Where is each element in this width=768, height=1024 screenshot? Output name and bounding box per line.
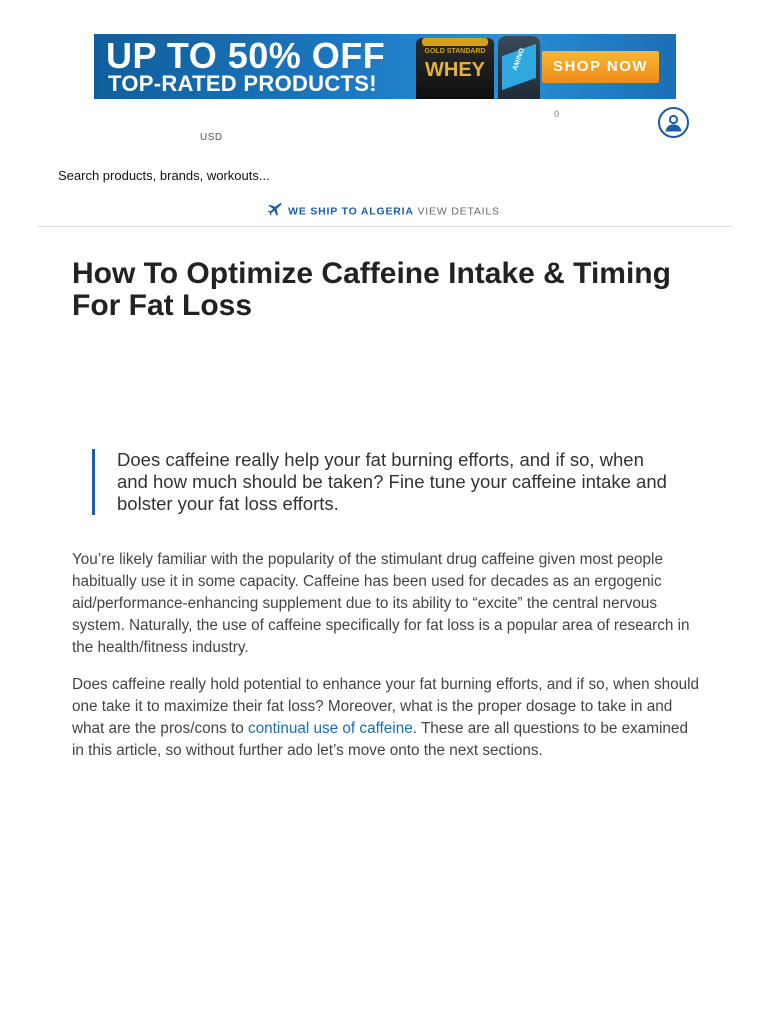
continual-use-of-caffeine-link[interactable]: continual use of caffeine [248, 720, 413, 737]
article-paragraph-2 [72, 674, 700, 762]
article-title: How To Optimize Caffeine Intake & Timing For Fat Loss [72, 257, 671, 322]
product-bottle-image [498, 36, 540, 99]
plane-icon [268, 203, 283, 220]
search-input[interactable] [58, 164, 708, 186]
account-button[interactable] [658, 107, 689, 138]
shipping-bar [0, 203, 768, 220]
user-icon [663, 112, 684, 133]
product-name-label: WHEY [425, 59, 485, 81]
article-lead-quote: Does caffeine really help your fat burning efforts, and if so, when and how much should be taken? Fine tune your caffeine intake and bolster your fat loss efforts. [92, 449, 672, 515]
currency-selector[interactable]: USD [200, 132, 223, 143]
ship-to-country-text: WE SHIP TO ALGERIA [288, 205, 414, 218]
promo-banner[interactable] [94, 34, 676, 99]
banner-subline: TOP-RATED PRODUCTS! [108, 71, 377, 96]
cart-count-badge[interactable]: 0 [554, 109, 560, 119]
product-brand-label: GOLD STANDARD [424, 48, 486, 55]
product-tub-image [416, 38, 494, 99]
header-divider [38, 226, 732, 227]
view-details-link[interactable]: VIEW DETAILS [417, 205, 500, 218]
bottle-label: AMINO [511, 47, 527, 72]
article-paragraph-1: You’re likely familiar with the popularity of the stimulant drug caffeine given most people habitually use it in some capacity. Caffeine has been used for decades as an ergogenic aid/performance-enhancing supplement due to its ability to “excite” the central nervous system. Naturally, the use of caffeine specifically for fat loss is a popular area of research in the health/fitness industry. [72, 551, 690, 656]
banner-headline: UP TO 50% OFF [106, 35, 386, 76]
paragraph-2-text-start: Does caffeine really hold potential to enhance your fat burning efforts, and if so, when should one take it to maximize their fat loss? Moreover, what is the proper dosage to take in and what are the pros/cons to [72, 676, 700, 737]
shop-now-button[interactable]: SHOP NOW [542, 51, 659, 83]
paragraph-2-text-end: . These are all questions to be examined in this article, so without further ado let’s move onto the next sections. [72, 720, 688, 759]
